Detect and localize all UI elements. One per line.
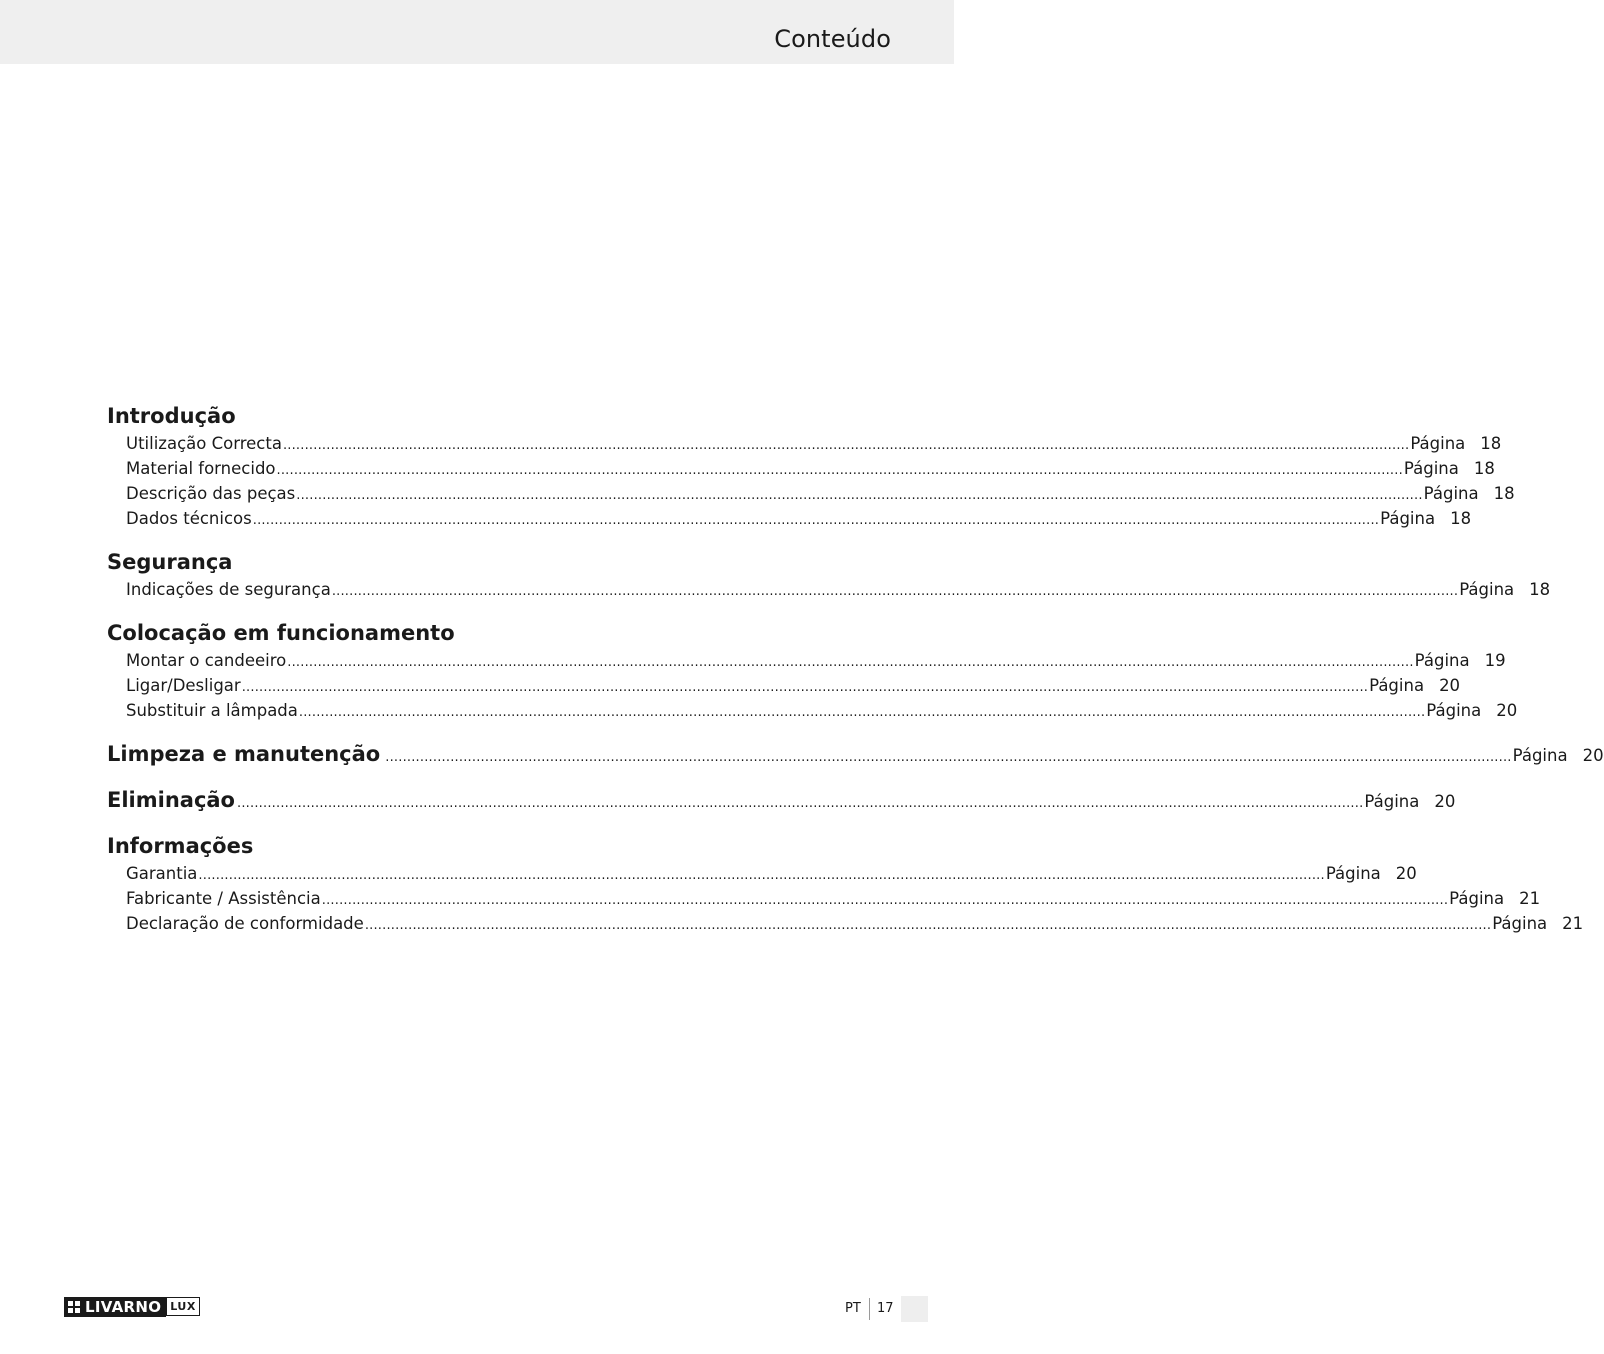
page-number: 17 <box>877 1301 894 1316</box>
brand-name: LIVARNO <box>85 1298 162 1316</box>
toc-page-word: Página <box>1325 864 1381 883</box>
toc-section-informacoes <box>107 832 1584 936</box>
toc-entry-label: Garantia <box>126 864 198 883</box>
dot-leader: .................................................................................................................................................................................................................................................................... <box>287 655 1414 670</box>
toc-section-seguranca <box>107 548 1551 602</box>
toc-page-word: Página <box>1380 509 1436 528</box>
dot-leader: .................................................................................................................................................................................................................................................................... <box>364 918 1492 933</box>
toc-page-number: 19 <box>1484 651 1506 670</box>
toc-entry[interactable] <box>107 456 1495 481</box>
toc-page-number: 20 <box>1434 792 1456 811</box>
toc-section-heading: Colocação em funcionamento <box>107 621 455 645</box>
table-of-contents <box>107 402 1604 936</box>
toc-entry[interactable] <box>107 886 1541 911</box>
dot-leader: .................................................................................................................................................................................................................................................................... <box>198 868 1325 883</box>
toc-heading-entry[interactable] <box>107 786 1456 815</box>
toc-section-limpeza <box>107 740 1604 769</box>
toc-entry-label: Indicações de segurança <box>126 580 331 599</box>
toc-page-word: Página <box>1426 701 1482 720</box>
brand-suffix: LUX <box>166 1297 200 1316</box>
toc-entry-label: Descrição das peças <box>126 484 296 503</box>
toc-page-word: Página <box>1410 434 1466 453</box>
toc-page-number: 21 <box>1562 914 1584 933</box>
toc-section-heading: Introdução <box>107 404 236 428</box>
toc-entry[interactable] <box>107 911 1584 936</box>
dot-leader: .................................................................................................................................................................................................................................................................... <box>321 893 1449 908</box>
toc-entry[interactable] <box>107 861 1417 886</box>
toc-page-number: 20 <box>1439 676 1461 695</box>
toc-page-number: 18 <box>1493 484 1515 503</box>
toc-entry-label: Material fornecido <box>126 459 276 478</box>
toc-entry-label: Montar o candeeiro <box>126 651 287 670</box>
toc-section-heading: Segurança <box>107 550 233 574</box>
toc-page-word: Página <box>1364 792 1420 811</box>
toc-entry-label: Dados técnicos <box>126 509 252 528</box>
brand-logo-main <box>64 1297 166 1317</box>
toc-section-heading: Informações <box>107 834 254 858</box>
page-title: Conteúdo <box>774 25 891 53</box>
footer-divider <box>869 1298 870 1320</box>
toc-page-word: Página <box>1512 746 1568 765</box>
dot-leader: .................................................................................................................................................................................................................................................................... <box>385 750 1512 765</box>
toc-page-word: Página <box>1414 651 1470 670</box>
brand-logo <box>64 1297 200 1317</box>
dot-leader: .................................................................................................................................................................................................................................................................... <box>241 680 1369 695</box>
toc-entry-label: Utilização Correcta <box>126 434 282 453</box>
dot-leader: .................................................................................................................................................................................................................................................................... <box>252 513 1380 528</box>
toc-page-number: 20 <box>1395 864 1417 883</box>
toc-section-introducao <box>107 402 1515 531</box>
toc-page-word: Página <box>1403 459 1459 478</box>
toc-section-eliminacao <box>107 786 1456 815</box>
toc-page-word: Página <box>1449 889 1505 908</box>
toc-entry[interactable] <box>107 506 1472 531</box>
toc-entry[interactable] <box>107 577 1551 602</box>
toc-entry-label: Substituir a lâmpada <box>126 701 298 720</box>
toc-entry-label: Fabricante / Assistência <box>126 889 321 908</box>
dot-leader: .................................................................................................................................................................................................................................................................... <box>296 488 1423 503</box>
toc-page-number: 20 <box>1582 746 1604 765</box>
toc-page-number: 18 <box>1450 509 1472 528</box>
toc-section-heading: Eliminação <box>107 788 235 812</box>
dot-leader: .................................................................................................................................................................................................................................................................... <box>276 463 1403 478</box>
toc-page-number: 18 <box>1473 459 1495 478</box>
toc-page-word: Página <box>1423 484 1479 503</box>
toc-entry[interactable] <box>107 673 1461 698</box>
toc-entry-label: Ligar/Desligar <box>126 676 241 695</box>
toc-page-number: 18 <box>1529 580 1551 599</box>
toc-section-colocacao <box>107 619 1518 723</box>
toc-page-word: Página <box>1492 914 1548 933</box>
toc-entry[interactable] <box>107 698 1518 723</box>
dot-leader: .................................................................................................................................................................................................................................................................... <box>282 438 1410 453</box>
dot-leader: .................................................................................................................................................................................................................................................................... <box>298 705 1426 720</box>
toc-page-number: 18 <box>1480 434 1502 453</box>
toc-page-word: Página <box>1369 676 1425 695</box>
dot-leader: .................................................................................................................................................................................................................................................................... <box>331 584 1459 599</box>
toc-entry[interactable] <box>107 481 1515 506</box>
toc-entry[interactable] <box>107 431 1502 456</box>
toc-page-number: 20 <box>1496 701 1518 720</box>
toc-entry[interactable] <box>107 648 1506 673</box>
toc-section-heading: Limpeza e manutenção <box>107 742 381 766</box>
toc-heading-entry[interactable] <box>107 740 1604 769</box>
toc-page-word: Página <box>1459 580 1515 599</box>
toc-page-number: 21 <box>1519 889 1541 908</box>
toc-entry-label: Declaração de conformidade <box>126 914 364 933</box>
dot-leader: .................................................................................................................................................................................................................................................................... <box>237 796 1364 811</box>
footer-tab-box <box>901 1296 928 1322</box>
language-code: PT <box>845 1301 861 1316</box>
brand-mark-icon <box>68 1301 80 1313</box>
